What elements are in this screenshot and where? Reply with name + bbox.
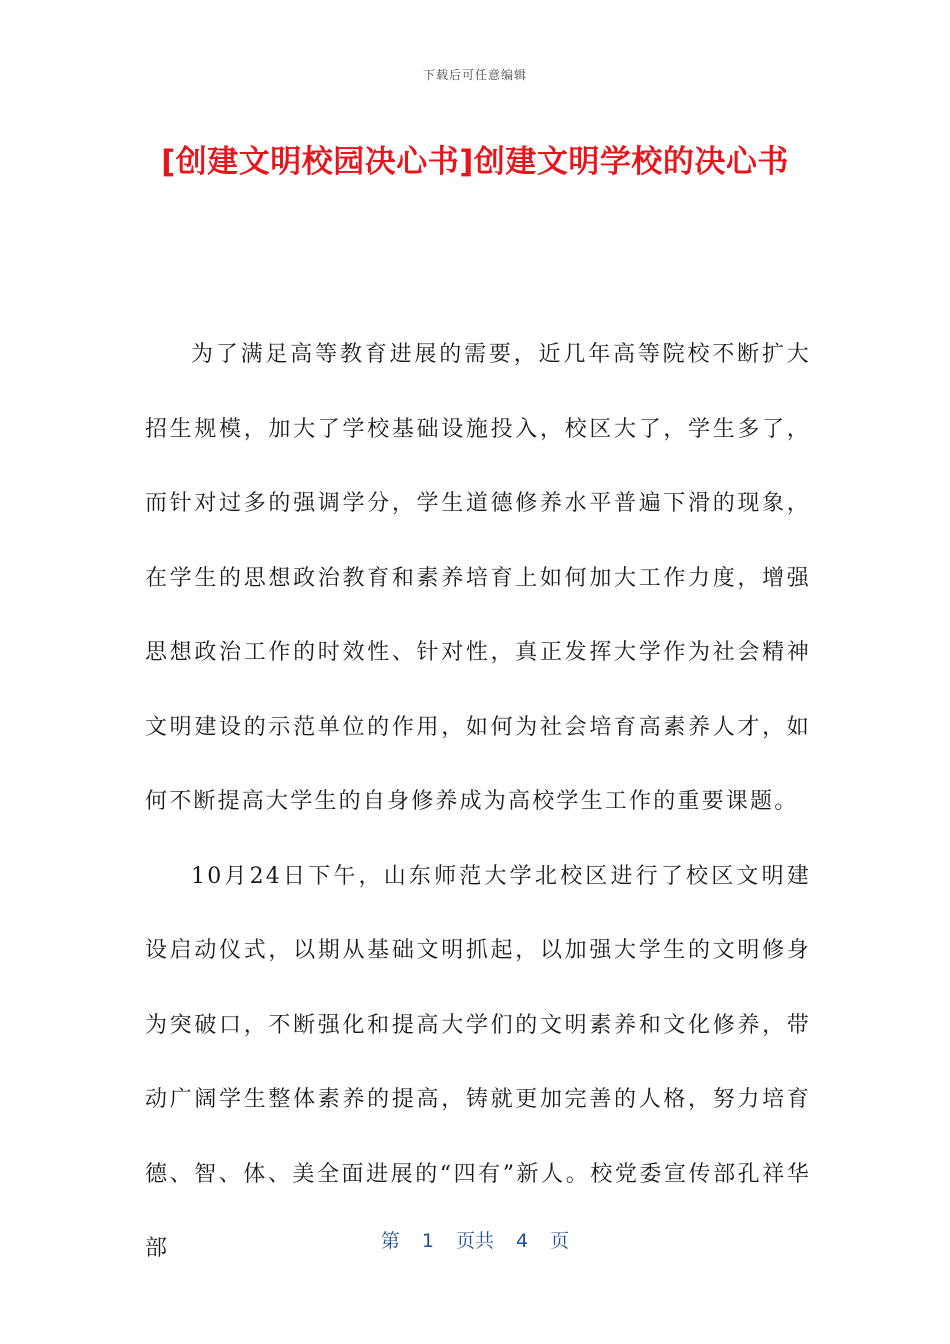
page-footer [0, 1226, 950, 1253]
document-title: [创建文明校园决心书]创建文明学校的决心书 [161, 144, 789, 180]
document-body [145, 318, 811, 1287]
page-suffix: 页 [550, 1230, 570, 1252]
header-note: 下载后可任意编辑 [422, 68, 527, 82]
page-current-number: 1 [421, 1230, 434, 1252]
page-prefix: 第 [380, 1230, 400, 1252]
paragraph: 为了满足高等教育进展的需要，近几年高等院校不断扩大招生规模，加大了学校基础设施投入，校区大了，学生多了，而针对过多的强调学分，学生道德修养水平普遍下滑的现象，在学生的思想政治教育和素养培育上如何加大工作力度，增强思想政治工作的时效性、针对性，真正发挥大学作为社会精神文明建设的示范单位的作用，如何为社会培育高素养人才，如何不断提高大学生的自身修养成为高校学生工作的重要课题。 [145, 342, 811, 814]
paragraph: 10月24日下午，山东师范大学北校区进行了校区文明建设启动仪式，以期从基础文明抓起，以加强大学生的文明修身为突破口，不断强化和提高大学们的文明素养和文化修养，带动广阔学生整体素养的提高，铸就更加完善的人格，努力培育德、智、体、美全面进展的“四有”新人。校党委宣传部孔祥华部 [145, 863, 811, 1261]
page-total-number: 4 [516, 1230, 529, 1252]
page-middle: 页共 [455, 1230, 494, 1252]
